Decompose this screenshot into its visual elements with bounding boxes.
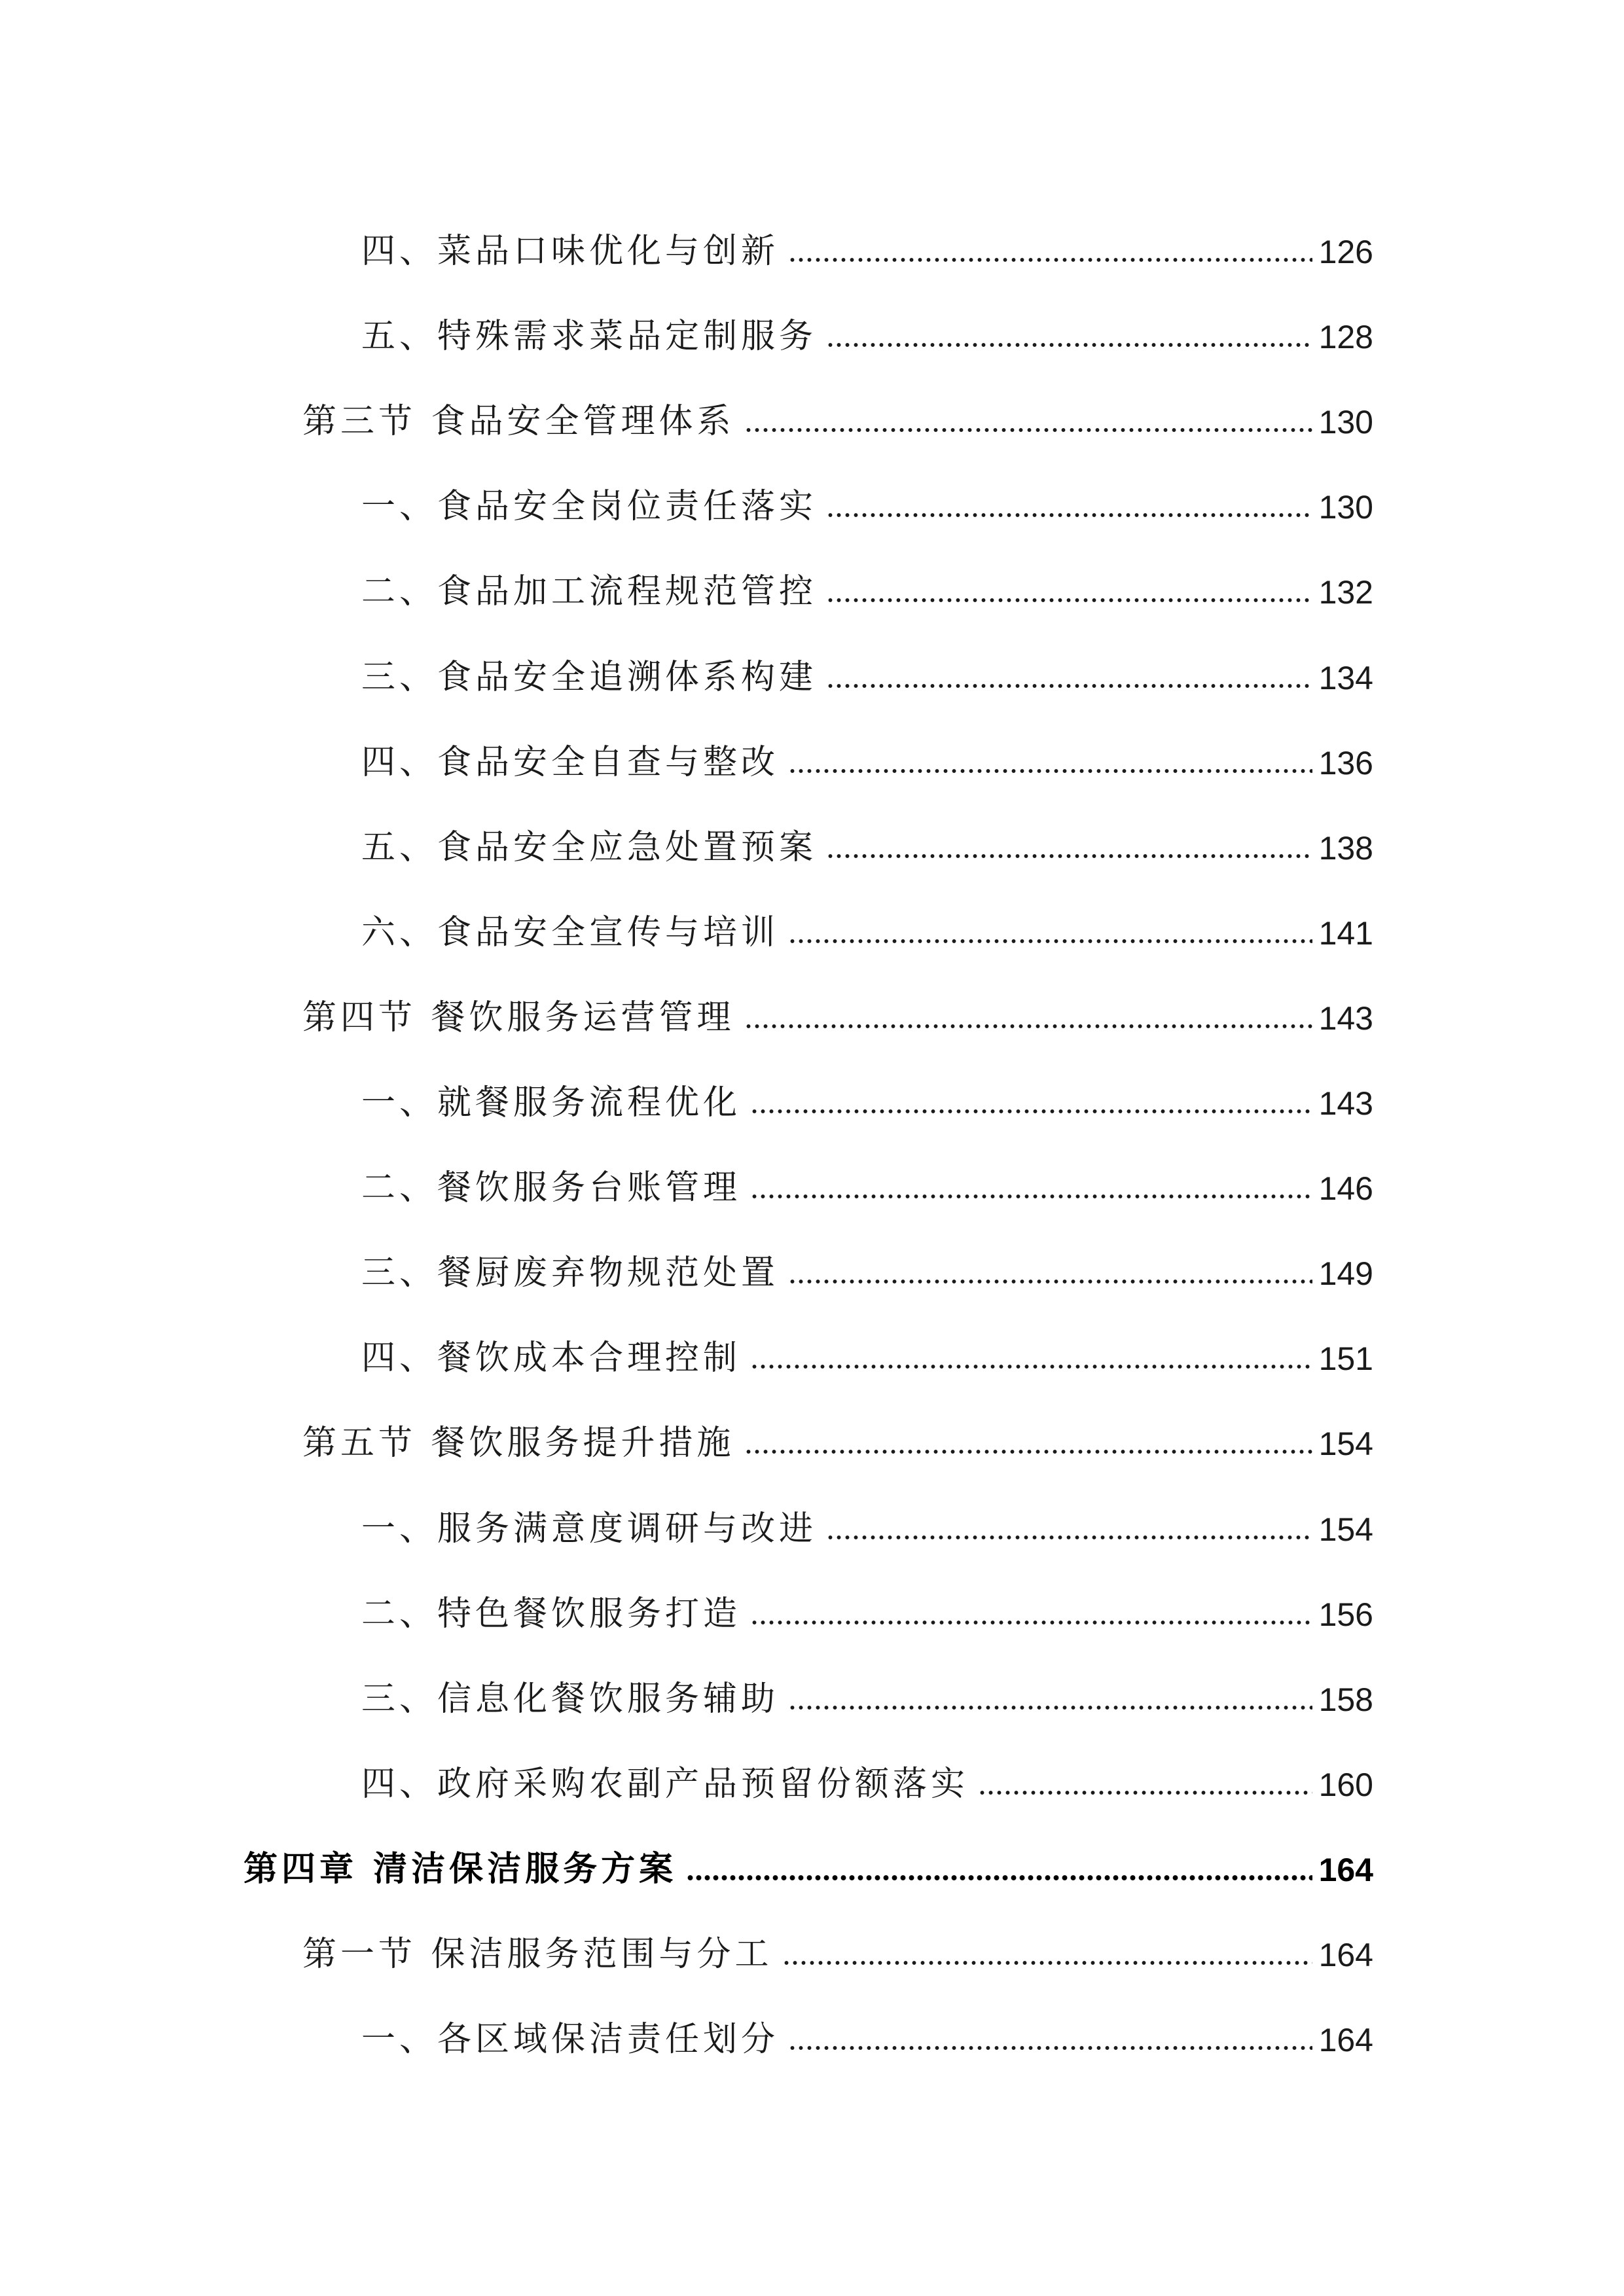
toc-entry-page-number: 156 (1318, 1596, 1373, 1633)
dot-leader (750, 1619, 1312, 1626)
toc-entry-section[interactable] (302, 380, 1373, 442)
toc-entry-item[interactable] (361, 295, 1373, 357)
toc-entry-item[interactable] (361, 550, 1373, 612)
dot-leader (788, 1704, 1312, 1711)
toc-entry-page-number: 138 (1318, 829, 1373, 867)
dot-leader (750, 1363, 1312, 1370)
dot-leader (744, 1023, 1312, 1030)
toc-entry-title: 一、就餐服务流程优化 (361, 1083, 742, 1122)
toc-entry-item[interactable] (361, 1742, 1373, 1804)
toc-entry-page-number: 160 (1318, 1766, 1373, 1803)
toc-entry-page-number: 130 (1318, 489, 1373, 526)
toc-entry-title: 三、餐厨废弃物规范处置 (361, 1253, 780, 1293)
toc-entry-title: 三、食品安全追溯体系构建 (361, 657, 818, 697)
toc-entry-title: 第三节 食品安全管理体系 (302, 402, 735, 442)
toc-entry-title: 二、食品加工流程规范管控 (361, 572, 818, 612)
toc-entry-title: 第四章 清洁保洁服务方案 (244, 1849, 677, 1889)
toc-entry-page-number: 158 (1318, 1681, 1373, 1718)
toc-entry-title: 一、食品安全岗位责任落实 (361, 487, 818, 527)
toc-entry-title: 三、信息化餐饮服务辅助 (361, 1679, 780, 1719)
toc-entry-section[interactable] (302, 1912, 1373, 1974)
toc-entry-page-number: 146 (1318, 1170, 1373, 1208)
toc-entry-item[interactable] (361, 806, 1373, 865)
toc-entry-item[interactable] (361, 1231, 1373, 1293)
toc-entry-item[interactable] (361, 721, 1373, 780)
toc-entry-section[interactable] (302, 1401, 1373, 1463)
toc-entry-page-number: 151 (1318, 1340, 1373, 1378)
dot-leader (978, 1789, 1312, 1796)
dot-leader (826, 342, 1312, 348)
toc-entry-item[interactable] (361, 1572, 1373, 1634)
toc-entry-title: 二、餐饮服务台账管理 (361, 1168, 742, 1208)
toc-entry-item[interactable] (361, 636, 1373, 697)
toc-entry-item[interactable] (361, 1146, 1373, 1208)
toc-entry-page-number: 164 (1318, 1851, 1373, 1888)
toc-entry-item[interactable] (361, 1487, 1373, 1549)
toc-entry-section[interactable] (302, 976, 1373, 1035)
dot-leader (788, 1278, 1312, 1285)
dot-leader (750, 1108, 1312, 1115)
dot-leader (826, 853, 1312, 859)
toc-entry-item[interactable] (361, 891, 1373, 950)
dot-leader (788, 938, 1312, 944)
toc-entry-title: 五、特殊需求菜品定制服务 (361, 317, 818, 357)
toc-entry-title: 四、食品安全自查与整改 (361, 742, 780, 782)
toc-entry-page-number: 128 (1318, 319, 1373, 356)
dot-leader (788, 257, 1312, 263)
toc-entry-item[interactable] (361, 1998, 1373, 2060)
toc-entry-item[interactable] (361, 465, 1373, 527)
toc-entry-item[interactable] (361, 1657, 1373, 1719)
toc-entry-page-number: 141 (1318, 914, 1373, 952)
toc-entry-page-number: 136 (1318, 744, 1373, 781)
dot-leader (744, 1448, 1312, 1455)
toc-entry-page-number: 154 (1318, 1426, 1373, 1463)
dot-leader (826, 512, 1312, 518)
dot-leader (826, 683, 1312, 689)
toc-entry-item[interactable] (361, 1316, 1373, 1378)
toc-entry-title: 二、特色餐饮服务打造 (361, 1594, 742, 1634)
toc-entry-title: 第五节 餐饮服务提升措施 (302, 1424, 735, 1463)
toc-entry-page-number: 149 (1318, 1255, 1373, 1293)
dot-leader (686, 1874, 1312, 1881)
toc-entry-title: 第四节 餐饮服务运营管理 (302, 997, 735, 1037)
toc-entry-title: 五、食品安全应急处置预案 (361, 827, 818, 867)
toc-entry-title: 四、政府采购农副产品预留份额落实 (361, 1764, 969, 1804)
toc-entry-page-number: 143 (1318, 1085, 1373, 1122)
toc-entry-page-number: 130 (1318, 404, 1373, 441)
dot-leader (826, 597, 1312, 603)
toc-entry-page-number: 132 (1318, 574, 1373, 611)
dot-leader (782, 1960, 1312, 1966)
toc-entry-title: 四、餐饮成本合理控制 (361, 1338, 742, 1378)
dot-leader (826, 1534, 1312, 1541)
dot-leader (750, 1193, 1312, 1200)
toc-entry-page-number: 126 (1318, 234, 1373, 270)
toc-entry-page-number: 154 (1318, 1511, 1373, 1548)
toc-entry-item[interactable] (361, 209, 1373, 271)
dot-leader (788, 2045, 1312, 2051)
toc-entry-item[interactable] (361, 1061, 1373, 1120)
toc-entry-page-number: 134 (1318, 659, 1373, 696)
toc-entry-title: 四、菜品口味优化与创新 (361, 232, 780, 271)
toc-entry-page-number: 143 (1318, 999, 1373, 1037)
dot-leader (744, 427, 1312, 433)
toc-entry-chapter[interactable] (244, 1827, 1373, 1889)
toc-entry-title: 一、服务满意度调研与改进 (361, 1509, 818, 1549)
toc-entry-title: 一、各区域保洁责任划分 (361, 2020, 780, 2060)
toc-entry-title: 第一节 保洁服务范围与分工 (302, 1935, 773, 1974)
toc-entry-page-number: 164 (1318, 1937, 1373, 1973)
dot-leader (788, 768, 1312, 774)
toc-entry-title: 六、食品安全宣传与培训 (361, 912, 780, 952)
toc-entry-page-number: 164 (1318, 2022, 1373, 2059)
